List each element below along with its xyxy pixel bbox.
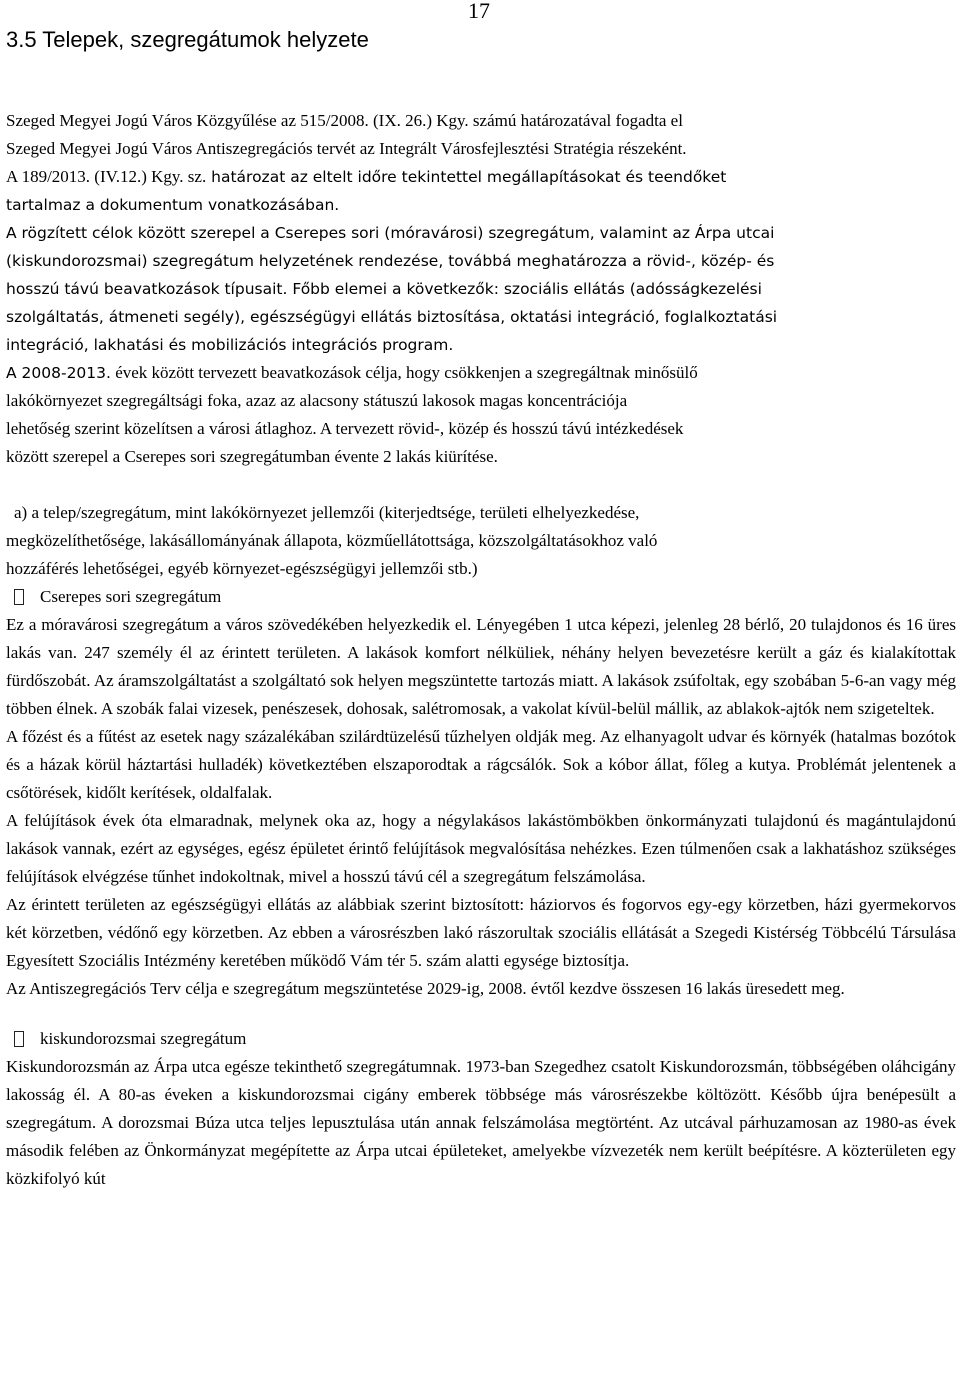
text-line: Szeged Megyei Jogú Város Antiszegregációs tervét az Integrált Városfejlesztési Stratégia részeként. [6,139,687,158]
paragraph-cserepes-description: Ez a móravárosi szegregátum a város szövedékében helyezkedik el. Lényegében 1 utca képezi, jelenleg 28 bérlő, 20 tulajdonos és 16 üres lakás van. 247 személy él az érintett területen. A lakások komfort nélküliek, néhány helyen bevezetésre került a gáz és kialakítottak fürdőszobát. Az áramszolgáltatást a szolgáltató sok helyen megszüntette tartozás miatt. A lakások zsúfoltak, egy szobában 5-6-an vagy még többen élnek. A szobák falai vizesek, penészesek, dohosak, salétromosak, a vakolat kívül-belül mállik, az ablakok-ajtók nem szigeteltek. [6,615,956,718]
text-line: A rögzített célok között szerepel a Cserepes sori (móravárosi) szegregátum, valamint az Árpa utcai [6,224,775,242]
bullet-label: kiskundorozsmai szegregátum [40,1029,247,1048]
text-line: határozat az eltelt időre tekintettel megállapításokat és teendőket [206,168,727,186]
text-line: A tervezett rövid-, közép és hosszú távú intézkedések [316,419,684,438]
text-line: Szeged Megyei Jogú Város Közgyűlése az 515/2008. (IX. 26.) Kgy. számú határozatával fogadta el [6,111,683,130]
bullet-kiskundorozsma [6,1025,956,1053]
text-line: A 189/2013. (IV.12.) Kgy. sz. [6,167,207,186]
text-line: a) a telep/szegregátum, mint lakókörnyezet jellemzői (kiterjedtsége, területi elhelyezkedése, [14,503,640,522]
paragraph-resolution [6,107,956,219]
text-line: évek között tervezett beavatkozások célja, hogy csökkenjen a szegregáltnak minősülő [110,363,698,382]
text-line: Főbb elemei a következők: szociális ellátás (adósságkezelési [287,280,762,298]
paragraph-goals [6,219,956,359]
paragraph-interventions [6,359,956,471]
text-line: lehetőség szerint közelítsen a városi átlaghoz. [6,419,317,438]
text-line: között szerepel a Cserepes sori szegregátumban évente 2 lakás kiürítése. [6,447,498,466]
text-line: tartalmaz a dokumentum vonatkozásában. [6,196,340,214]
bullet-box-icon [14,589,24,605]
spacer [6,1003,956,1025]
bullet-cserepes [6,583,956,611]
paragraph-cserepes-health: Az érintett területen az egészségügyi ellátás az alábbiak szerint biztosított: háziorvos és fogorvos egy-egy körzetben, házi gyermekorvos két körzetben, védőnő egy körzetben. Az ebben a városrészben lakó rászorultak szociális ellátását a Szegedi Kistérség Többcélú Társulása Egyesített Szociális Intézmény keretében működő Vám tér 5. szám alatti egysége biztosítja. [6,895,956,970]
page-number: 17 [468,0,490,23]
paragraph-cserepes-plan: Az Antiszegregációs Terv célja e szegregátum megszüntetése 2029-ig, 2008. évtől kezdve összesen 16 lakás üresedett meg. [6,979,845,998]
text-line: integráció, lakhatási és mobilizációs integrációs program. [6,336,454,354]
paragraph-cserepes-renovation: A felújítások évek óta elmaradnak, melynek oka az, hogy a négylakásos lakástömbökben önkormányzati tulajdonú és magántulajdonú lakások vannak, ezért az egységes, egész épületet érintő felújítások megvalósítása nehézkes. Ezen túlmenően csak a lakhatáshoz szükséges felújítások elvégzése tűnhet indokoltnak, mivel a hosszú távú cél a szegregátum felszámolása. [6,811,956,886]
text-line: lakókörnyezet szegregáltsági foka, azaz az alacsony státuszú lakosok magas koncentrációja [6,391,628,410]
paragraph-section-a [6,499,956,583]
paragraph-kiskundorozsma-description: Kiskundorozsmán az Árpa utca egésze tekinthető szegregátumnak. 1973-ban Szegedhez csatolt Kiskundorozsmán, többségében oláhcigány lakosság él. A 80-as éveken a kiskundorozsmai cigány emberek többsége más városrészekbe költözött. Később újra benépesült a szegregátum. A dorozsmai Búza utca teljes lepusztulása után annak felszámolása megtörtént. Az utcával párhuzamosan az 1980-as évek második felében az Önkormányzat megépítette az Árpa utcai épületeket, amelyekbe vízvezeték nem került beépítésre. A közterületen egy közkifolyó kút [6,1057,956,1188]
document-body [6,107,956,1193]
bullet-box-icon [14,1031,24,1047]
text-line: hosszú távú beavatkozások típusait. [6,280,288,298]
text-line: szolgáltatás, átmeneti segély), egészségügyi ellátás biztosítása, oktatási integráció, foglalkoztatási [6,308,778,326]
text-line: A 2008-2013. [6,364,111,382]
text-line: (kiskundorozsmai) szegregátum helyzetének rendezése, továbbá meghatározza a rövid-, közép- és [6,252,775,270]
section-heading: 3.5 Telepek, szegregátumok helyzete [6,27,369,52]
bullet-label: Cserepes sori szegregátum [40,587,222,606]
spacer [6,471,956,499]
text-line: megközelíthetősége, lakásállományának állapota, közműellátottsága, közszolgáltatásokhoz való [6,531,658,550]
paragraph-cserepes-heating: A főzést és a fűtést az esetek nagy százalékában szilárdtüzelésű tűzhelyen oldják meg. Az elhanyagolt udvar és környék (hatalmas bozótok és a házak körül háztartási hulladék) következtében elszaporodtak a rágcsálók. Sok a kóbor állat, főleg a kutya. Problémát jelentenek a csőtörések, kidőlt kerítések, oldalfalak. [6,727,956,802]
text-line: hozzáférés lehetőségei, egyéb környezet-egészségügyi jellemzői stb.) [6,559,478,578]
